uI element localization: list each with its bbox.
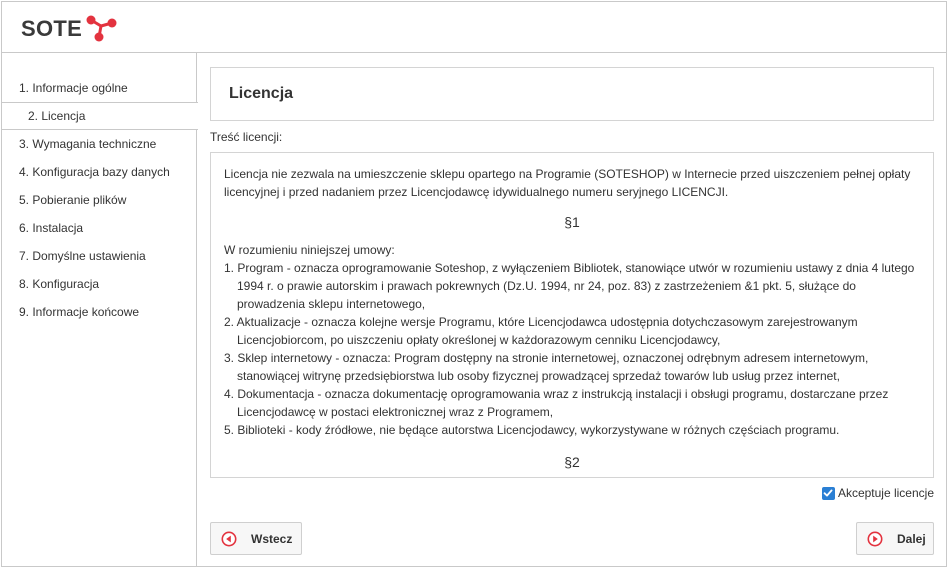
main-content <box>210 67 934 546</box>
sidebar-item-instalacja: 6. Instalacja <box>19 221 84 235</box>
logo <box>21 14 119 44</box>
next-button[interactable] <box>856 522 934 555</box>
next-button-label: Dalej <box>897 531 926 546</box>
header <box>2 2 946 53</box>
section-2-heading: §2 <box>564 454 580 470</box>
accept-license-control[interactable] <box>822 485 934 501</box>
sidebar-item-licencja: 2. Licencja <box>2 102 198 130</box>
definition-item: 4. Dokumentacja - oznacza dokumentację oprogramowania wraz z instrukcją instalacji i obsługi programu, dostarczane przez Licencjodawcę w postaci elektronicznej wraz z Programem, <box>224 387 889 419</box>
definition-item: 2. Aktualizacje - oznacza kolejne wersje Programu, które Licencjodawca udostępnia dotychczasowym zarejestrowanym Licencjobiorcom, po uiszczeniu opłaty określonej w każdorazowym cenniku Licencjodawcy, <box>224 315 858 347</box>
sidebar-item-domyslne-ustawienia: 7. Domyślne ustawienia <box>19 249 146 263</box>
definitions-list <box>224 259 920 439</box>
title-panel <box>210 67 934 121</box>
arrow-left-circle-icon <box>221 531 237 547</box>
arrow-right-circle-icon <box>867 531 883 547</box>
definition-item: 1. Program - oznacza oprogramowanie Soteshop, z wyłączeniem Bibliotek, stanowiące utwór w rozumieniu ustawy z dnia 4 lutego 1994 r. o prawie autorskim i prawach pokrewnych (Dz.U. 1994, nr 24, poz. 83) z zastrzeżeniem &1 pkt. 5, służące do prowadzenia sklepu internetowego, <box>224 261 915 311</box>
sidebar <box>2 53 197 566</box>
definition-item: 5. Biblioteki - kody źródłowe, nie będące autorstwa Licencjodawcy, wykorzystywane w różnych częściach programu. <box>224 423 840 437</box>
step-list <box>2 74 196 326</box>
sidebar-item-wymagania-techniczne: 3. Wymagania techniczne <box>19 137 157 151</box>
license-intro: Licencja nie zezwala na umieszczenie sklepu opartego na Programie (SOTESHOP) w Internecie przed uiszczeniem pełnej opłaty licencyjnej i przed nadaniem przez Licencjodawcę idywidualnego numeru seryjnego LICENCJI. <box>224 167 911 199</box>
check-icon <box>823 488 833 498</box>
sidebar-item-informacje-koncowe: 9. Informacje końcowe <box>19 305 140 319</box>
definition-item: 3. Sklep internetowy - oznacza: Program dostępny na stronie internetowej, oznaczonej odrębnym adresem internetowym, stanowiącej witrynę przedsiębiorstwa lub osoby fizycznej prowadzącej sprzedaż towarów lub usług przez internet, <box>224 351 869 383</box>
sidebar-item-pobieranie-plikow: 5. Pobieranie plików <box>19 193 127 207</box>
definitions-heading: W rozumieniu niniejszej umowy: <box>224 243 395 257</box>
back-button-label: Wstecz <box>251 531 293 546</box>
accept-license-label[interactable]: Akceptuje licencje <box>837 486 934 500</box>
sidebar-item-informacje-ogolne: 1. Informacje ogólne <box>19 81 128 95</box>
page-title: Licencja <box>229 85 294 102</box>
accept-license-checkbox[interactable] <box>822 487 835 500</box>
sote-molecule-icon <box>85 13 119 43</box>
license-text-box[interactable] <box>210 152 934 478</box>
back-button[interactable] <box>210 522 302 555</box>
license-label: Treść licencji: <box>210 130 283 144</box>
installer-window <box>1 1 947 567</box>
sidebar-item-konfiguracja-bazy-danych: 4. Konfiguracja bazy danych <box>19 165 170 179</box>
logo-text: SOTE <box>21 16 83 41</box>
section-1-heading: §1 <box>564 214 580 230</box>
sidebar-item-konfiguracja: 8. Konfiguracja <box>19 277 100 291</box>
